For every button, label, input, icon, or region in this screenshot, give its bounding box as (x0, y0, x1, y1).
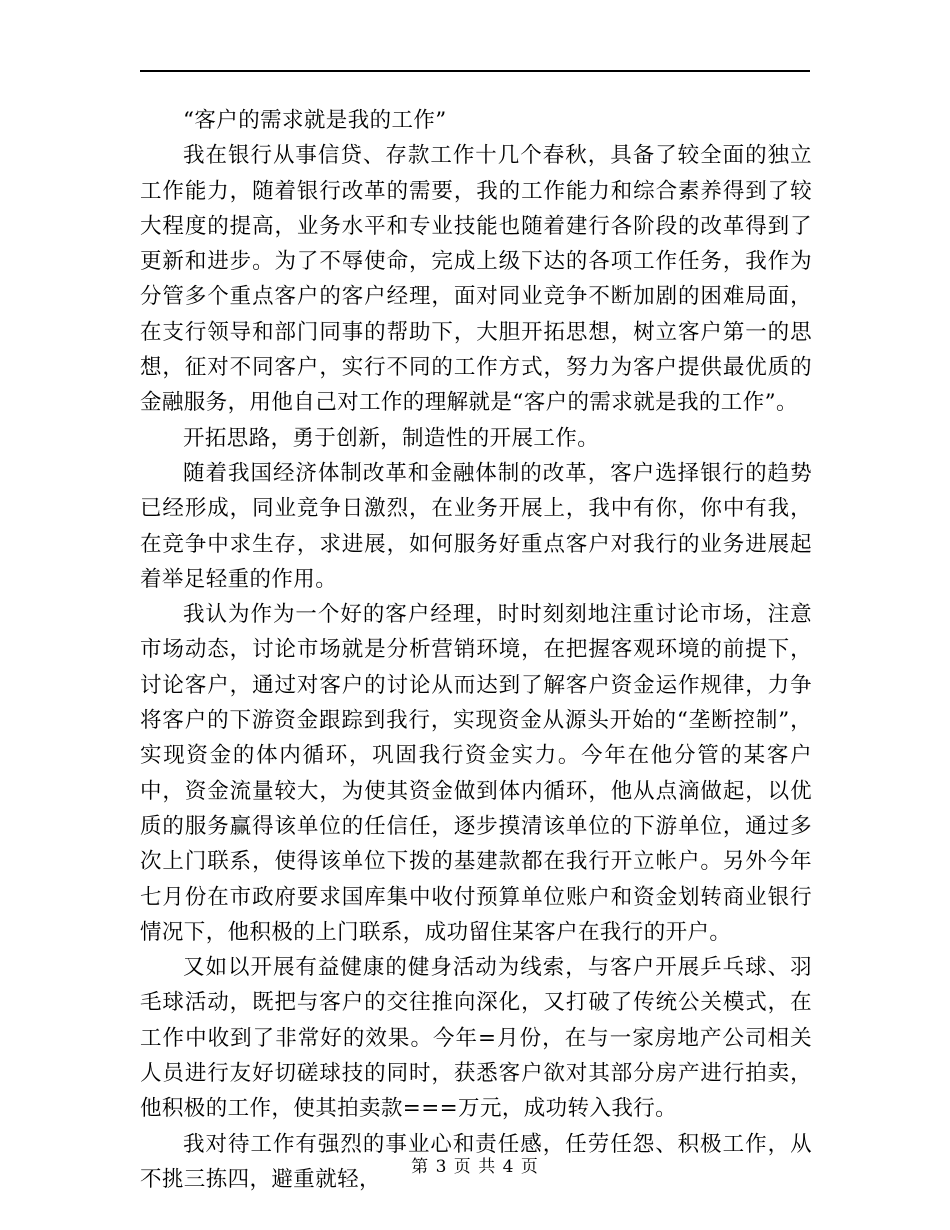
footer-suffix: 页 (520, 1157, 539, 1177)
paragraph-heading: 开拓思路，勇于创新，制造性的开展工作。 (183, 425, 600, 451)
footer-total-pages: 4 (502, 1157, 515, 1177)
paragraph-competition: 随着我国经济体制改革和金融体制的改革，客户选择银行的趋势已经形成，同业竞争日激烈，在业务开展上，我中有你，你中有我，在竞争中求生存，求进展，如何服务好重点客户对我行的业务进展起着举足轻重的作用。 (140, 460, 812, 592)
page-footer (0, 1152, 950, 1177)
paragraph-title-quote: “客户的需求就是我的工作” (183, 108, 447, 133)
footer-middle: 页 共 (453, 1157, 497, 1177)
document-body (140, 103, 812, 1197)
footer-current-page: 3 (435, 1157, 448, 1177)
paragraph-market-research: 我认为作为一个好的客户经理，时时刻刻地注重讨论市场，注意市场动态，讨论市场就是分析营销环境，在把握客观环境的前提下，讨论客户，通过对客户的讨论从而达到了解客户资金运作规律，力争将客户的下游资金跟踪到我行，实现资金从源头开始的“垄断控制”，实现资金的体内循环，巩固我行资金实力。今年在他分管的某客户中，资金流量较大，为使其资金做到体内循环，他从点滴做起，以优质的服务赢得该单位的任信任，逐步摸清该单位的下游单位，通过多次上门联系，使得该单位下拨的基建款都在我行开立帐户。另外今年七月份在市政府要求国库集中收付预算单位账户和资金划转商业银行情况下，他积极的上门联系，成功留住某客户在我行的开户。 (140, 602, 812, 945)
footer-prefix: 第 (411, 1157, 430, 1177)
paragraph-attitude: 我对待工作有强烈的事业心和责任感，任劳任怨、积极工作，从不挑三拣四，避重就轻， (140, 1131, 812, 1192)
header-rule (140, 70, 810, 72)
paragraph-intro: 我在银行从事信贷、存款工作十几个春秋，具备了较全面的独立工作能力，随着银行改革的需要，我的工作能力和综合素养得到了较大程度的提高，业务水平和专业技能也随着建行各阶段的改革得到了更新和进步。为了不辱使命，完成上级下达的各项工作任务，我作为分管多个重点客户的客户经理，面对同业竞争不断加剧的困难局面，在支行领导和部门同事的帮助下，大胆开拓思想，树立客户第一的思想，征对不同客户，实行不同的工作方式，努力为客户提供最优质的金融服务，用他自己对工作的理解就是“客户的需求就是我的工作”。 (140, 143, 812, 416)
paragraph-sports-activities: 又如以开展有益健康的健身活动为线索，与客户开展乒乓球、羽毛球活动，既把与客户的交往推向深化，又打破了传统公关模式，在工作中收到了非常好的效果。今年=月份，在与一家房地产公司相关人员进行友好切磋球技的同时，获悉客户欲对其部分房产进行拍卖，他积极的工作，使其拍卖款===万元，成功转入我行。 (140, 955, 812, 1122)
